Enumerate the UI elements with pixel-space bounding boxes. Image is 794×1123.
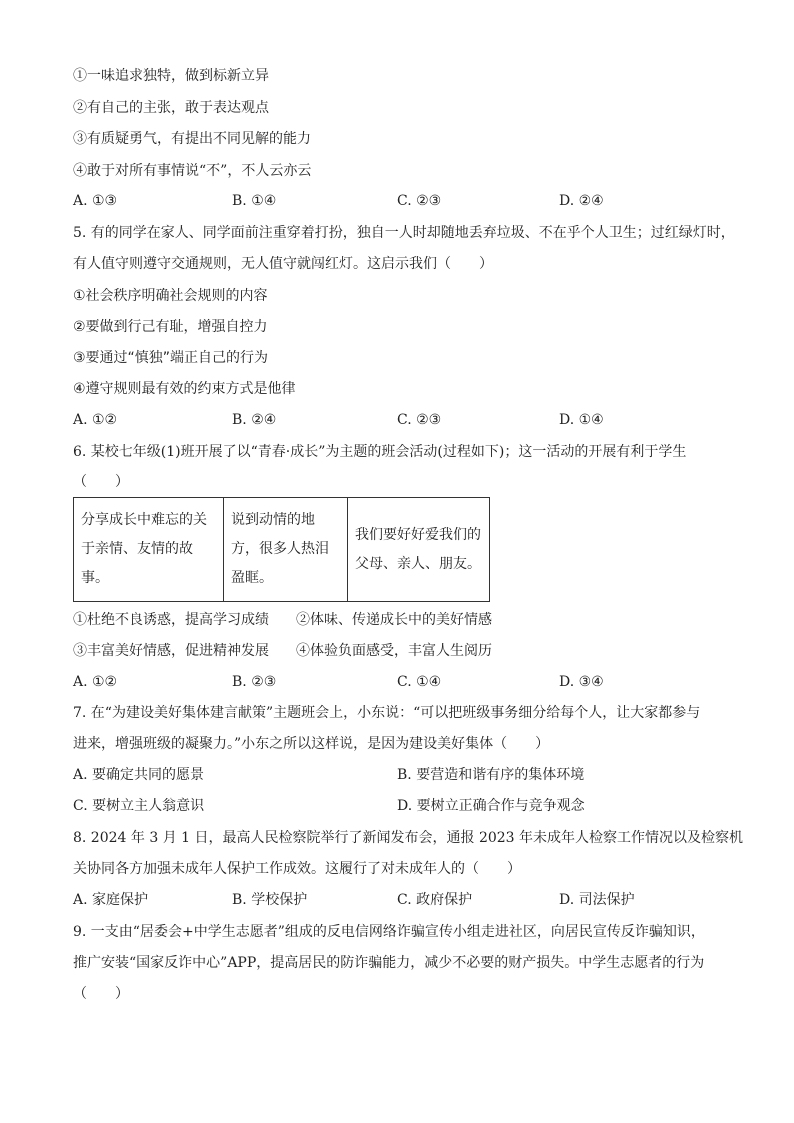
q4-item-3: ③有质疑勇气，有提出不同见解的能力 [73,131,311,147]
q7-stem-line-2: 进来，增强班级的凝聚力。”小东之所以这样说，是因为建设美好集体（ ） [73,736,550,752]
q5-stem-line-2: 有人值守则遵守交通规则，无人值守就闯红灯。这启示我们（ ） [73,256,493,272]
q6-stem-line-1: 6. 某校七年级(1)班开展了以“青春·成长”为主题的班会活动(过程如下)；这一活动的开展有利于学生 [73,444,687,460]
q6-item-3: ③丰富美好情感，促进精神发展 [73,643,269,659]
q6-table-cell-share: 分享成长中难忘的关 于亲情、友情的故 事。 [74,498,224,602]
q6-table-cell-love: 我们要好好爱我们的 父母、亲人、朋友。 [348,498,490,602]
q9-stem-line-1: 9. 一支由“居委会+中学生志愿者”组成的反电信网络诈骗宣传小组走进社区，向居民宣传反诈骗知识， [73,924,705,940]
q5-option-b: B. ②④ [232,412,277,428]
q5-item-2: ②要做到行己有耻，增强自控力 [73,319,268,335]
q9-stem-line-3: （ ） [73,986,129,1002]
q5-item-1: ①社会秩序明确社会规则的内容 [73,288,268,304]
q8-stem-line-1: 8. 2024 年 3 月 1 日，最高人民检察院举行了新闻发布会，通报 2023 年未成年人检察工作情况以及检察机 [73,830,744,846]
q6-option-c: C. ①④ [397,674,442,690]
q6-item-2: ②体味、传递成长中的美好情感 [296,612,492,628]
q7-option-b: B. 要营造和谐有序的集体环境 [397,767,585,783]
q5-item-3: ③要通过“慎独”端正自己的行为 [73,350,269,366]
q5-option-c: C. ②③ [397,412,442,428]
q7-stem-line-1: 7. 在“为建设美好集体建言献策”主题班会上，小东说：“可以把班级事务细分给每个人，让大家都参与 [73,705,701,721]
q4-option-d: D. ②④ [559,193,604,209]
q7-option-c: C. 要树立主人翁意识 [73,798,205,814]
q8-stem-line-2: 关协同各方加强未成年人保护工作成效。这履行了对未成年人的（ ） [73,861,521,877]
q7-option-d: D. 要树立正确合作与竞争观念 [397,798,585,814]
q6-stem-line-2: （ ） [73,474,129,490]
q6-option-b: B. ②③ [232,674,277,690]
q6-table-cell-moved: 说到动情的地 方，很多人热泪 盈眶。 [224,498,348,602]
q5-item-4: ④遵守规则最有效的约束方式是他律 [73,381,296,397]
q5-option-d: D. ①④ [559,412,604,428]
q4-option-c: C. ②③ [397,193,442,209]
q8-option-c: C. 政府保护 [397,892,473,908]
q4-option-b: B. ①④ [232,193,277,209]
q8-option-d: D. 司法保护 [559,892,635,908]
q6-activity-table [73,497,490,602]
q7-option-a: A. 要确定共同的愿景 [73,767,205,783]
q5-stem-line-1: 5. 有的同学在家人、同学面前注重穿着打扮，独自一人时却随地丢弃垃圾、不在乎个人卫生；过红绿灯时， [73,225,735,241]
q6-item-4: ④体验负面感受，丰富人生阅历 [296,643,492,659]
q8-option-b: B. 学校保护 [232,892,308,908]
q6-item-1: ①杜绝不良诱惑，提高学习成绩 [73,612,269,628]
q4-item-1: ①一味追求独特，做到标新立异 [73,68,269,84]
q4-option-a: A. ①③ [73,193,118,209]
q6-option-a: A. ①② [73,674,118,690]
q5-option-a: A. ①② [73,412,118,428]
q9-stem-line-2: 推广安装“国家反诈中心”APP，提高居民的防诈骗能力，减少不必要的财产损失。中学生志愿者的行为 [73,955,705,971]
q4-item-2: ②有自己的主张，敢于表达观点 [73,100,269,116]
q4-item-4: ④敢于对所有事情说“不”，不人云亦云 [73,163,312,179]
q6-option-d: D. ③④ [559,674,604,690]
q8-option-a: A. 家庭保护 [73,892,149,908]
